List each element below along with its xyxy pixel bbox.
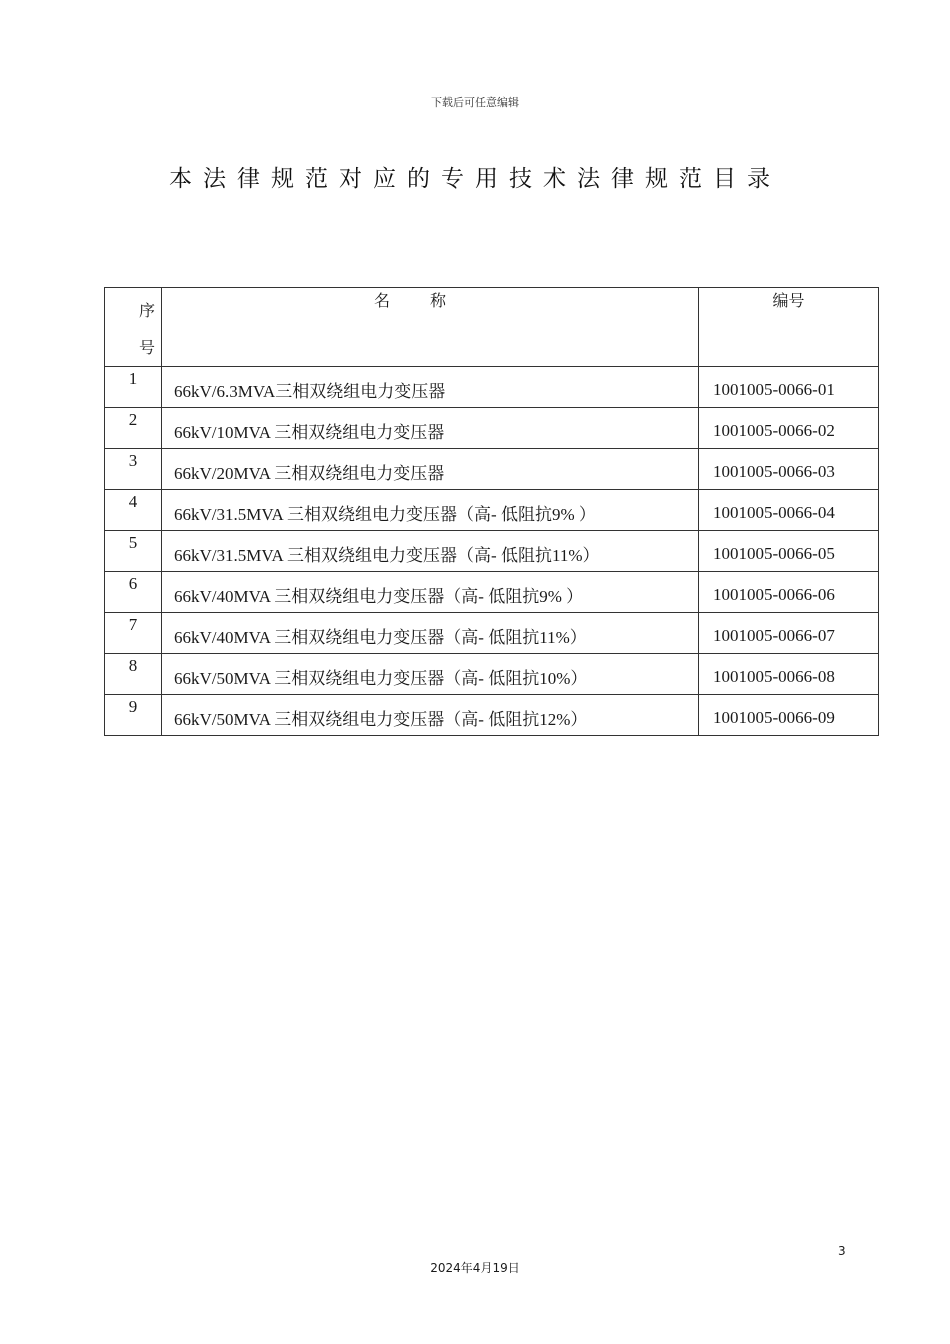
table-row bbox=[105, 490, 879, 531]
cell-code: 1001005-0066-04 bbox=[699, 490, 879, 531]
column-header-name bbox=[162, 288, 699, 367]
table-row bbox=[105, 613, 879, 654]
cell-name: 66kV/40MVA 三相双绕组电力变压器（高- 低阻抗11%） bbox=[162, 613, 699, 654]
table-row bbox=[105, 695, 879, 736]
cell-code: 1001005-0066-07 bbox=[699, 613, 879, 654]
cell-name: 66kV/10MVA 三相双绕组电力变压器 bbox=[162, 408, 699, 449]
footer-date: 2024年4月19日 bbox=[430, 1261, 520, 1275]
table-row bbox=[105, 572, 879, 613]
column-header-name-label: 名称 bbox=[373, 291, 486, 310]
column-header-seq-line1: 序 bbox=[138, 301, 155, 320]
cell-code: 1001005-0066-09 bbox=[699, 695, 879, 736]
table-row bbox=[105, 531, 879, 572]
cell-name: 66kV/20MVA 三相双绕组电力变压器 bbox=[162, 449, 699, 490]
cell-seq: 9 bbox=[105, 695, 162, 736]
cell-name: 66kV/31.5MVA 三相双绕组电力变压器（高- 低阻抗11%） bbox=[162, 531, 699, 572]
table-row bbox=[105, 367, 879, 408]
cell-seq: 7 bbox=[105, 613, 162, 654]
table-row bbox=[105, 654, 879, 695]
cell-name: 66kV/6.3MVA三相双绕组电力变压器 bbox=[162, 367, 699, 408]
page-number: 3 bbox=[838, 1244, 846, 1258]
column-header-seq bbox=[105, 288, 162, 367]
cell-name: 66kV/50MVA 三相双绕组电力变压器（高- 低阻抗10%） bbox=[162, 654, 699, 695]
cell-code: 1001005-0066-05 bbox=[699, 531, 879, 572]
cell-code: 1001005-0066-02 bbox=[699, 408, 879, 449]
cell-seq: 2 bbox=[105, 408, 162, 449]
table-header-row bbox=[105, 288, 879, 367]
cell-seq: 3 bbox=[105, 449, 162, 490]
cell-seq: 4 bbox=[105, 490, 162, 531]
cell-seq: 6 bbox=[105, 572, 162, 613]
column-header-seq-line2: 号 bbox=[138, 338, 155, 357]
cell-name: 66kV/40MVA 三相双绕组电力变压器（高- 低阻抗9% ） bbox=[162, 572, 699, 613]
cell-name: 66kV/31.5MVA 三相双绕组电力变压器（高- 低阻抗9% ） bbox=[162, 490, 699, 531]
page-title: 本法律规范对应的专用技术法律规范目录 bbox=[169, 166, 781, 192]
header-note: 下载后可任意编辑 bbox=[431, 96, 519, 109]
cell-seq: 5 bbox=[105, 531, 162, 572]
column-header-code: 编号 bbox=[699, 288, 879, 367]
cell-code: 1001005-0066-03 bbox=[699, 449, 879, 490]
catalog-table bbox=[104, 287, 879, 736]
cell-seq: 8 bbox=[105, 654, 162, 695]
cell-code: 1001005-0066-06 bbox=[699, 572, 879, 613]
table-row bbox=[105, 408, 879, 449]
cell-code: 1001005-0066-01 bbox=[699, 367, 879, 408]
cell-code: 1001005-0066-08 bbox=[699, 654, 879, 695]
cell-name: 66kV/50MVA 三相双绕组电力变压器（高- 低阻抗12%） bbox=[162, 695, 699, 736]
table-row bbox=[105, 449, 879, 490]
cell-seq: 1 bbox=[105, 367, 162, 408]
